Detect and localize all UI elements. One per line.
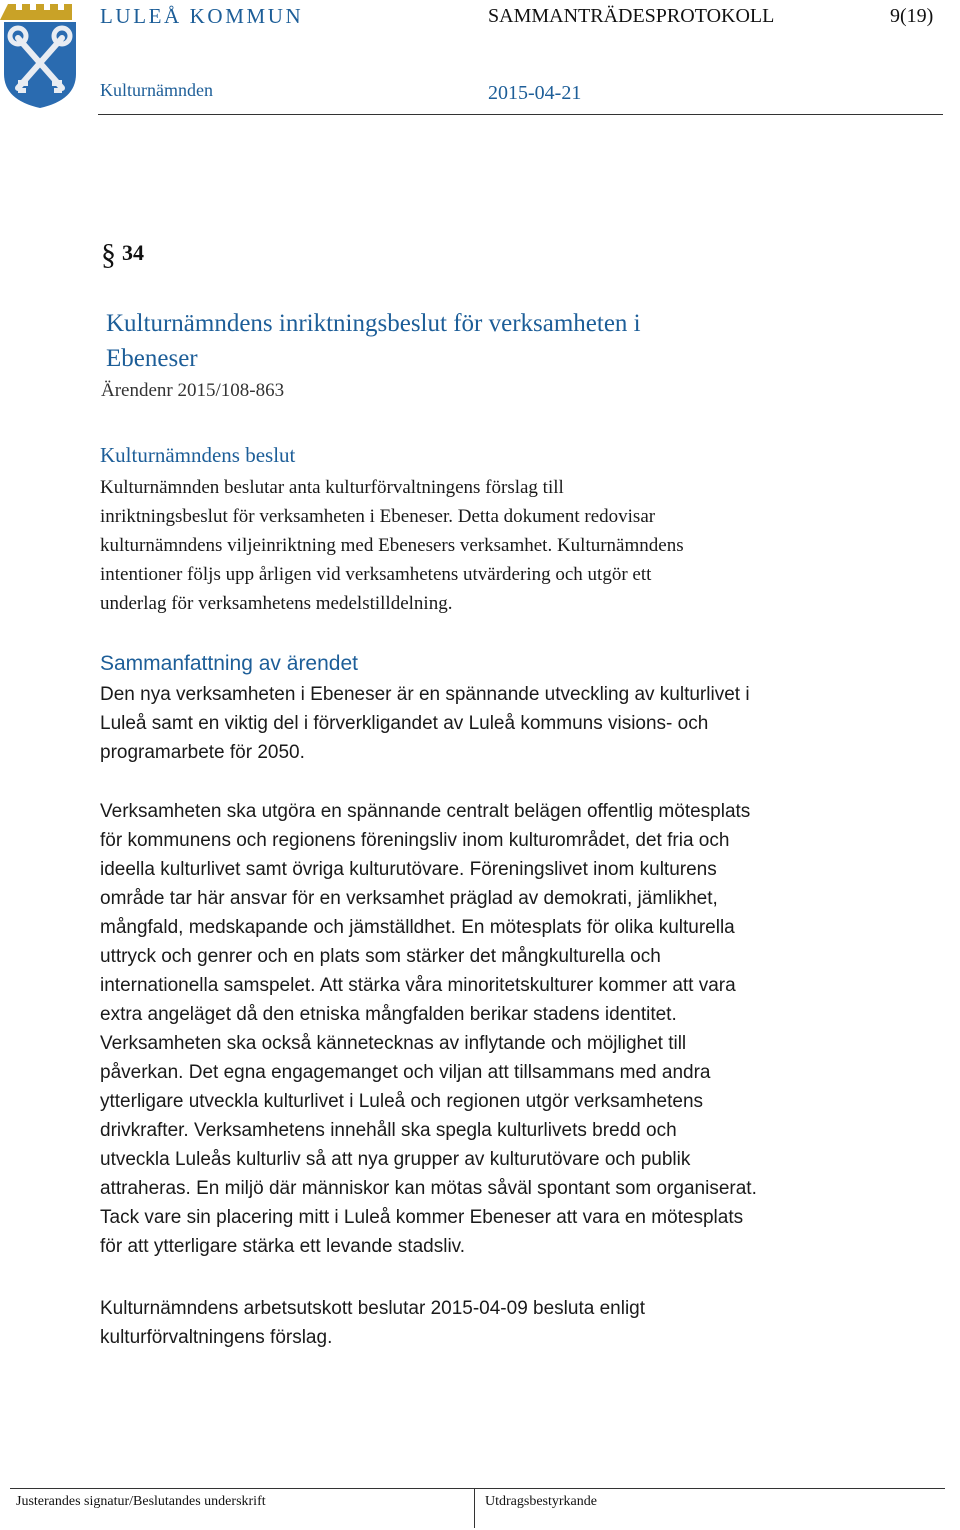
summary-paragraph-2	[100, 797, 860, 1261]
paragraph-line: mångfald, medskapande och jämställdhet. En mötesplats för olika kulturella	[100, 917, 735, 938]
paragraph-line: Kulturnämnden beslutar anta kulturförvaltningens förslag till	[100, 477, 564, 498]
paragraph-line: inriktningsbeslut för verksamheten i Ebeneser. Detta dokument redovisar	[100, 506, 656, 527]
signature-label: Justerandes signatur/Beslutandes underskrift	[16, 1494, 266, 1509]
decision-paragraph	[100, 473, 860, 618]
paragraph-line: för kommunens och regionens föreningsliv inom kulturområdet, det fria och	[100, 830, 730, 851]
paragraph-line: ytterligare utveckla kulturlivet i Luleå och regionen utgör verksamhetens	[100, 1091, 704, 1112]
paragraph-line: kulturnämndens viljeinriktning med Ebenesers verksamhet. Kulturnämndens	[100, 535, 684, 556]
header-divider	[98, 114, 943, 115]
paragraph-line: uttryck och genrer och en plats som stärker det mångkulturella och	[100, 946, 661, 967]
paragraph-line: Verksamheten ska också kännetecknas av inflytande och möjlighet till	[100, 1033, 687, 1054]
summary-paragraph-1	[100, 680, 860, 767]
title-line-2: Ebeneser	[106, 345, 198, 372]
case-number: Ärendenr 2015/108-863	[101, 380, 285, 401]
committee-name: Kulturnämnden	[100, 80, 213, 100]
summary-heading: Sammanfattning av ärendet	[100, 652, 358, 675]
paragraph-line: område tar här ansvar för en verksamhet präglad av demokrati, jämlikhet,	[100, 888, 718, 909]
organization-name: LULEÅ KOMMUN	[100, 4, 304, 28]
lulea-coat-of-arms-icon	[0, 0, 80, 110]
paragraph-line: Tack vare sin placering mitt i Luleå kommer Ebeneser att vara en mötesplats	[100, 1207, 744, 1228]
paragraph-line: attraheras. En miljö där människor kan mötas såväl spontant som organiserat.	[100, 1178, 757, 1199]
paragraph-line: Kulturnämndens arbetsutskott beslutar 2015-04-09 besluta enligt	[100, 1298, 646, 1319]
footer-divider	[10, 1488, 945, 1489]
page-number: 9(19)	[890, 5, 934, 27]
paragraph-line: utveckla Luleås kulturliv så att nya grupper av kulturutövare och publik	[100, 1149, 691, 1170]
document-type: SAMMANTRÄDESPROTOKOLL	[488, 5, 775, 27]
footer-column-divider	[474, 1488, 475, 1528]
paragraph-line: programarbete för 2050.	[100, 742, 305, 763]
decision-heading: Kulturnämndens beslut	[100, 443, 296, 467]
paragraph-line: underlag för verksamhetens medelstilldelning.	[100, 593, 453, 614]
paragraph-line: Luleå samt en viktig del i förverkligandet av Luleå kommuns visions- och	[100, 713, 709, 734]
section-number-value: 34	[122, 240, 144, 265]
paragraph-line: drivkrafter. Verksamhetens innehåll ska spegla kulturlivets bredd och	[100, 1120, 677, 1141]
paragraph-line: Verksamheten ska utgöra en spännande centralt belägen offentlig mötesplats	[100, 801, 751, 822]
page-title	[106, 306, 846, 376]
summary-paragraph-3	[100, 1294, 860, 1352]
title-line-1: Kulturnämndens inriktningsbeslut för verksamheten i	[106, 310, 641, 337]
section-number	[101, 238, 144, 272]
paragraph-line: ideella kulturlivet samt övriga kulturutövare. Föreningslivet inom kulturens	[100, 859, 717, 880]
paragraph-line: intentioner följs upp årligen vid verksamhetens utvärdering och utgör ett	[100, 564, 652, 585]
paragraph-line: kulturförvaltningens förslag.	[100, 1327, 333, 1348]
extract-certification-label: Utdragsbestyrkande	[485, 1494, 597, 1509]
paragraph-line: Den nya verksamheten i Ebeneser är en spännande utveckling av kulturlivet i	[100, 684, 750, 705]
meeting-date: 2015-04-21	[488, 82, 582, 104]
section-symbol: §	[101, 238, 116, 271]
paragraph-line: extra angeläget då den etniska mångfalden berikar stadens identitet.	[100, 1004, 677, 1025]
paragraph-line: internationella samspelet. Att stärka våra minoritetskulturer kommer att vara	[100, 975, 736, 996]
paragraph-line: för att ytterligare stärka ett levande stadsliv.	[100, 1236, 466, 1257]
paragraph-line: påverkan. Det egna engagemanget och viljan att tillsammans med andra	[100, 1062, 711, 1083]
